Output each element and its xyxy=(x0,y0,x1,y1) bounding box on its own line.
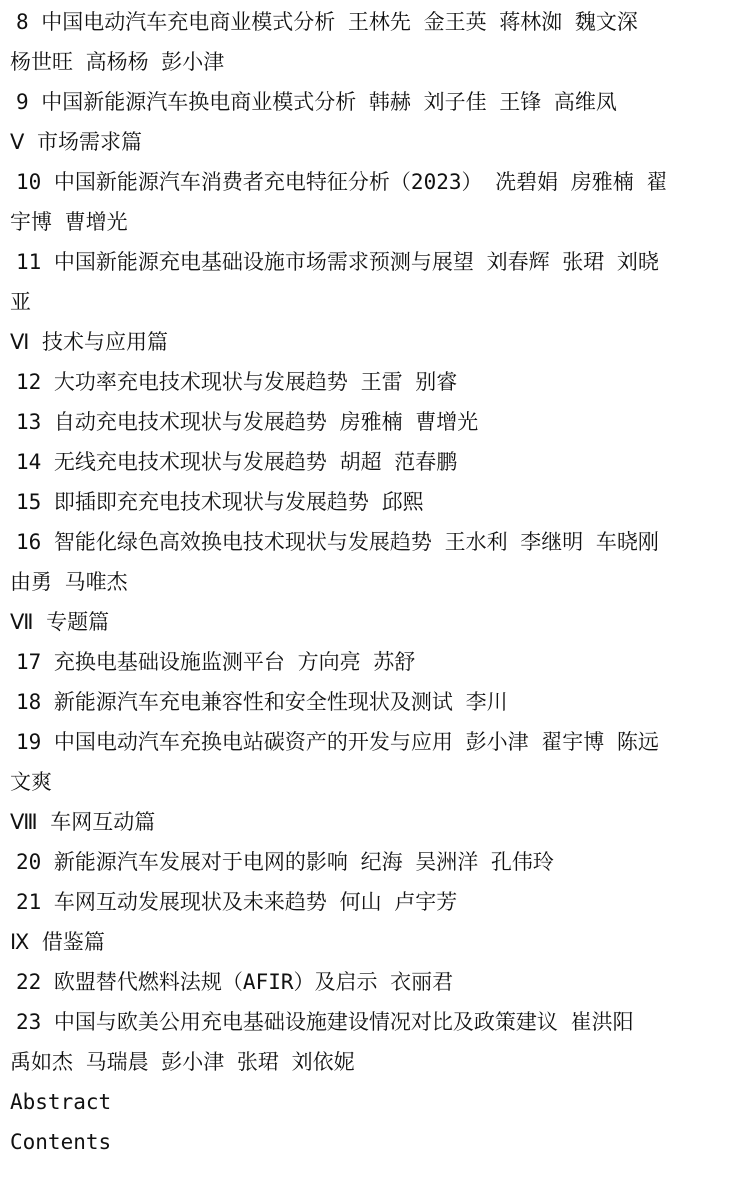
toc-entry-15[interactable]: 15 即插即充充电技术现状与发展趋势 邱熙 xyxy=(16,490,424,514)
toc-entry-18[interactable]: 18 新能源汽车充电兼容性和安全性现状及测试 李川 xyxy=(16,690,508,714)
toc-entry-22[interactable]: 22 欧盟替代燃料法规（AFIR）及启示 衣丽君 xyxy=(16,970,454,994)
toc-abstract[interactable]: Abstract xyxy=(10,1090,112,1114)
toc-entry-19[interactable]: 19 中国电动汽车充换电站碳资产的开发与应用 彭小津 翟宇博 陈远 xyxy=(16,730,659,754)
toc-entry-14[interactable]: 14 无线充电技术现状与发展趋势 胡超 范春鹏 xyxy=(16,450,458,474)
toc-section-vi[interactable]: Ⅵ 技术与应用篇 xyxy=(10,330,169,354)
toc-entry-16-authors-cont: 由勇 马唯杰 xyxy=(10,570,128,594)
toc-entry-9[interactable]: 9 中国新能源汽车换电商业模式分析 韩赫 刘子佳 王锋 高维凤 xyxy=(16,90,617,114)
toc-contents[interactable]: Contents xyxy=(10,1130,112,1154)
toc-section-v[interactable]: Ⅴ 市场需求篇 xyxy=(10,130,143,154)
table-of-contents xyxy=(10,2,740,1162)
toc-entry-11-authors-cont: 亚 xyxy=(10,290,31,314)
toc-entry-10-authors-cont: 宇博 曹增光 xyxy=(10,210,128,234)
toc-entry-12[interactable]: 12 大功率充电技术现状与发展趋势 王雷 别睿 xyxy=(16,370,458,394)
toc-entry-13[interactable]: 13 自动充电技术现状与发展趋势 房雅楠 曹增光 xyxy=(16,410,479,434)
toc-entry-17[interactable]: 17 充换电基础设施监测平台 方向亮 苏舒 xyxy=(16,650,416,674)
toc-section-viii[interactable]: Ⅷ 车网互动篇 xyxy=(10,810,156,834)
toc-entry-11[interactable]: 11 中国新能源充电基础设施市场需求预测与展望 刘春辉 张珺 刘晓 xyxy=(16,250,659,274)
toc-entry-19-authors-cont: 文爽 xyxy=(10,770,52,794)
toc-entry-16[interactable]: 16 智能化绿色高效换电技术现状与发展趋势 王水利 李继明 车晓刚 xyxy=(16,530,659,554)
toc-entry-10[interactable]: 10 中国新能源汽车消费者充电特征分析（2023） 冼碧娟 房雅楠 翟 xyxy=(16,170,668,194)
toc-section-ix[interactable]: Ⅸ 借鉴篇 xyxy=(10,930,105,954)
toc-entry-23-authors-cont: 禹如杰 马瑞晨 彭小津 张珺 刘依妮 xyxy=(10,1050,355,1074)
toc-entry-8-authors-cont: 杨世旺 高杨杨 彭小津 xyxy=(10,50,225,74)
toc-entry-8[interactable]: 8 中国电动汽车充电商业模式分析 王林先 金王英 蒋林洳 魏文深 xyxy=(16,10,638,34)
toc-section-vii[interactable]: Ⅶ 专题篇 xyxy=(10,610,110,634)
toc-entry-20[interactable]: 20 新能源汽车发展对于电网的影响 纪海 吴洲洋 孔伟玲 xyxy=(16,850,554,874)
toc-entry-21[interactable]: 21 车网互动发展现状及未来趋势 何山 卢宇芳 xyxy=(16,890,458,914)
toc-entry-23[interactable]: 23 中国与欧美公用充电基础设施建设情况对比及政策建议 崔洪阳 xyxy=(16,1010,634,1034)
